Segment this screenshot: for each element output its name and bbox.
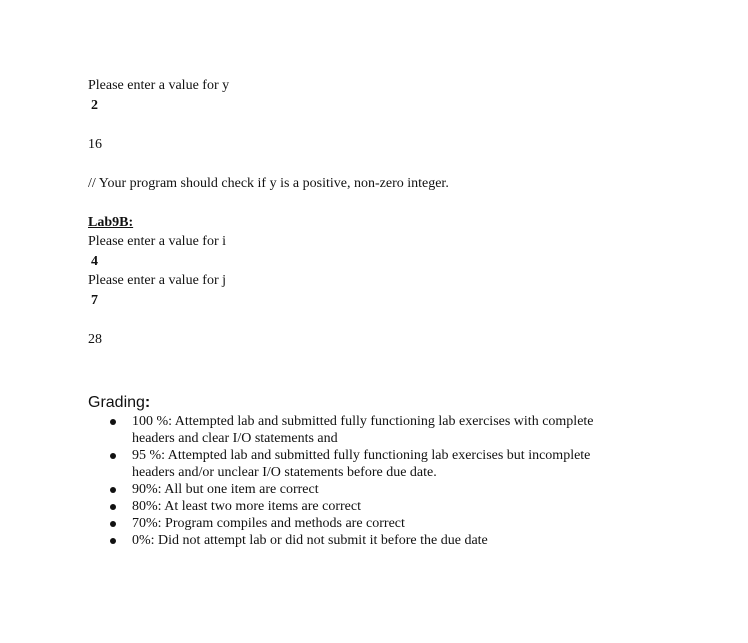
grading-item-text: 90%: All but one item are correct xyxy=(132,482,319,497)
bullet-icon xyxy=(110,504,116,510)
grading-item-95 xyxy=(110,447,630,481)
grading-list xyxy=(110,413,630,549)
grading-item-0 xyxy=(110,532,630,549)
input-y-value: 2 xyxy=(91,98,98,113)
grading-item-100 xyxy=(110,413,630,447)
grading-item-70 xyxy=(110,515,630,532)
bullet-icon xyxy=(110,538,116,544)
bullet-icon xyxy=(110,453,116,459)
grading-heading xyxy=(88,393,150,413)
grading-item-text: 100 %: Attempted lab and submitted fully functioning lab exercises with complete headers and clear I/O statements and xyxy=(132,414,594,446)
lab9b-output-value: 28 xyxy=(88,332,102,347)
grading-item-text: 70%: Program compiles and methods are correct xyxy=(132,516,405,531)
bullet-icon xyxy=(110,521,116,527)
grading-item-text: 95 %: Attempted lab and submitted fully functioning lab exercises but incomplete headers and/or unclear I/O statements before due date. xyxy=(132,448,591,480)
prompt-j-text: Please enter a value for j xyxy=(88,273,226,288)
prompt-y-text: Please enter a value for y xyxy=(88,78,230,93)
grading-item-text: 80%: At least two more items are correct xyxy=(132,499,361,514)
grading-title-text: Grading xyxy=(88,394,145,411)
prompt-i-text: Please enter a value for i xyxy=(88,234,226,249)
input-i-value: 4 xyxy=(91,254,98,269)
grading-title-colon: : xyxy=(144,394,151,411)
bullet-icon xyxy=(110,487,116,493)
output-y-value: 16 xyxy=(88,137,102,152)
grading-item-90 xyxy=(110,481,630,498)
lab9b-heading: Lab9B: xyxy=(88,215,134,230)
grading-item-80 xyxy=(110,498,630,515)
input-j-value: 7 xyxy=(91,293,98,308)
validation-comment: // Your program should check if y is a positive, non-zero integer. xyxy=(88,176,449,191)
bullet-icon xyxy=(110,419,116,425)
grading-item-text: 0%: Did not attempt lab or did not submit it before the due date xyxy=(132,533,488,548)
